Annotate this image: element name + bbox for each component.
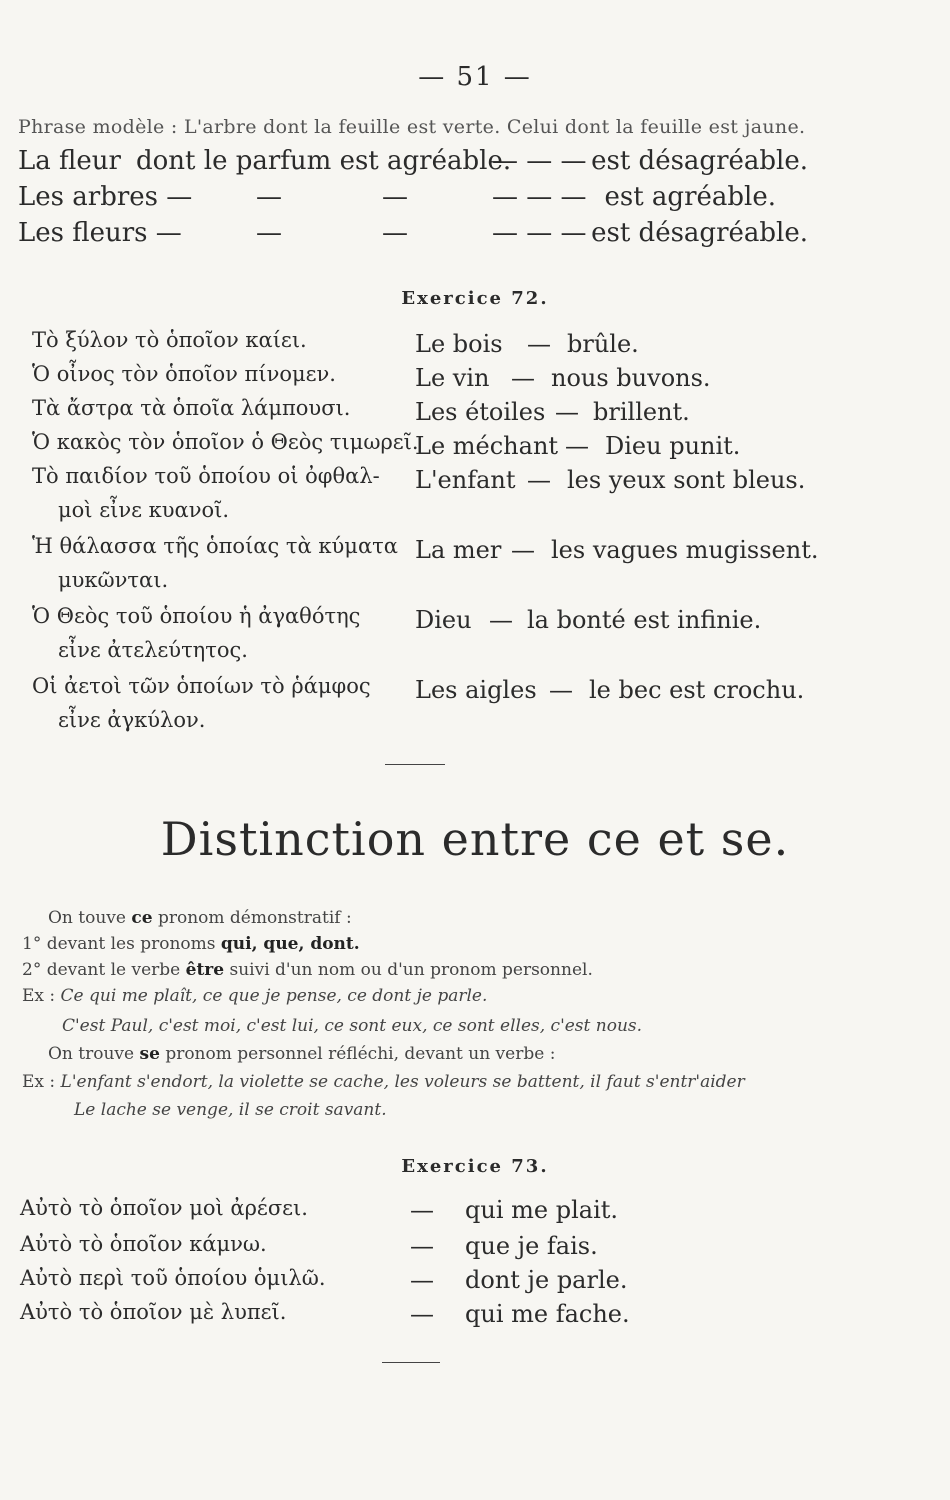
greek-line: Τὰ ἄστρα τὰ ὁποῖα λάμπουσι. (32, 396, 351, 420)
pattern-dash: — (256, 182, 282, 212)
model-sentence (18, 116, 805, 138)
french-predicate: les vagues mugissent. (551, 536, 819, 564)
pattern-subject: Les fleurs — (18, 218, 182, 248)
french-dash: — (511, 536, 535, 564)
rule-text: pronom démonstratif : (157, 908, 352, 928)
pattern-row-3 (18, 218, 808, 250)
pattern-dashes: — — — (492, 146, 587, 176)
greek-line: Ὁ οἶνος τὸν ὁποῖον πίνομεν. (32, 362, 336, 386)
ex73-french: qui me fache. (465, 1300, 630, 1328)
rule-text: suivi d'un nom ou d'un pronom personnel. (229, 960, 593, 980)
rule-text: 2° devant le verbe (22, 960, 181, 980)
ex73-greek: Αὐτὸ περὶ τοῦ ὁποίου ὁμιλῶ. (20, 1266, 326, 1290)
french-line (415, 330, 639, 358)
french-subject: L'enfant (415, 466, 516, 494)
french-dash: — (527, 466, 551, 494)
french-predicate: Dieu punit. (605, 432, 741, 460)
rule-line-2 (22, 934, 360, 954)
french-line (415, 364, 711, 392)
greek-line: Οἱ ἀετοὶ τῶν ὁποίων τὸ ῥάμφος (32, 674, 371, 698)
french-subject: Le vin (415, 364, 490, 392)
section-title: Distinction entre ce et se. (160, 812, 790, 866)
rule-keyword: qui, que, dont. (220, 934, 360, 954)
pattern-end: est agréable. (604, 182, 776, 212)
pattern-dash: — (256, 218, 282, 248)
rule-line-7 (22, 1072, 745, 1092)
ex73-dash: — (410, 1196, 434, 1224)
ex73-french: que je fais. (465, 1232, 598, 1260)
rule-line-8: Le lache se venge, il se croit savant. (74, 1100, 387, 1120)
greek-line: μυκῶνται. (58, 568, 169, 592)
model-label: Phrase modèle : (18, 116, 178, 138)
ex73-greek: Αὐτὸ τὸ ὁποῖον κάμνω. (20, 1232, 267, 1256)
french-predicate: le bec est crochu. (589, 676, 805, 704)
french-predicate: brûle. (567, 330, 639, 358)
rule-text: On touve (48, 908, 126, 928)
greek-line: μοὶ εἶνε κυανοῖ. (58, 498, 230, 522)
french-subject: Les aigles (415, 676, 537, 704)
french-line (415, 606, 762, 634)
french-dash: — (549, 676, 573, 704)
rule-text: On trouve (48, 1044, 135, 1064)
rule-keyword: être (185, 960, 225, 980)
rule-keyword: ce (131, 908, 153, 928)
page-number: — 51 — (418, 62, 532, 92)
ex73-french: dont je parle. (465, 1266, 628, 1294)
french-dash: — (555, 398, 579, 426)
french-subject: Le bois (415, 330, 503, 358)
french-line (415, 536, 819, 564)
rule-line-5: C'est Paul, c'est moi, c'est lui, ce sont eux, ce sont elles, c'est nous. (62, 1016, 643, 1036)
french-dash: — (527, 330, 551, 358)
french-subject: Le méchant (415, 432, 559, 460)
pattern-row-1 (18, 146, 808, 178)
french-line (415, 676, 805, 704)
pattern-end: est désagréable. (591, 218, 808, 248)
rule-example: Ce qui me plaît, ce que je pense, ce dont je parle. (60, 986, 488, 1006)
rule-line-3 (22, 960, 593, 980)
french-subject: Dieu (415, 606, 472, 634)
french-dash: — (511, 364, 535, 392)
pattern-end: est désagréable. (591, 146, 808, 176)
greek-line: Τὸ παιδίον τοῦ ὁποίου οἱ ὀφθαλ- (32, 464, 380, 488)
french-subject: Les étoiles (415, 398, 546, 426)
french-predicate: brillent. (593, 398, 690, 426)
rule-text: 1° devant les pronoms (22, 934, 216, 954)
model-text: L'arbre dont la feuille est verte. Celui dont la feuille est jaune. (183, 116, 806, 138)
pattern-subject: La fleur (18, 146, 121, 176)
greek-line: εἶνε ἀτελεύτητος. (58, 638, 248, 662)
greek-line: Τὸ ξύλον τὸ ὁποῖον καίει. (32, 328, 307, 352)
french-line (415, 466, 806, 494)
ex73-dash: — (410, 1300, 434, 1328)
pattern-clause: dont le parfum est agréable. (136, 146, 512, 176)
exercise-72-title: Exercice 72. (401, 288, 549, 309)
greek-line: εἶνε ἀγκύλον. (58, 708, 206, 732)
pattern-dash: — (382, 218, 408, 248)
rule-line-1 (48, 908, 352, 928)
ex73-dash: — (410, 1266, 434, 1294)
french-line (415, 432, 741, 460)
french-dash: — (489, 606, 513, 634)
divider (385, 764, 445, 765)
rule-example: L'enfant s'endort, la violette se cache, les voleurs se battent, il faut s'entr'aider (60, 1072, 745, 1092)
pattern-dashes: — — — (492, 182, 587, 212)
divider (382, 1362, 440, 1363)
greek-line: Ὁ κακὸς τὸν ὁποῖον ὁ Θεὸς τιμωρεῖ. (32, 430, 419, 454)
ex73-greek: Αὐτὸ τὸ ὁποῖον μοὶ ἀρέσει. (20, 1196, 308, 1220)
french-subject: La mer (415, 536, 502, 564)
exercise-73-title: Exercice 73. (401, 1156, 549, 1177)
french-line (415, 398, 690, 426)
rule-keyword: se (139, 1044, 160, 1064)
french-dash: — (565, 432, 589, 460)
pattern-dash: — (382, 182, 408, 212)
rule-text: pronom personnel réfléchi, devant un verbe : (165, 1044, 556, 1064)
pattern-row-2 (18, 182, 808, 214)
greek-line: Ἡ θάλασσα τῆς ὁποίας τὰ κύματα (32, 534, 398, 558)
rule-line-6 (48, 1044, 555, 1064)
french-predicate: les yeux sont bleus. (567, 466, 806, 494)
french-predicate: la bonté est infinie. (527, 606, 762, 634)
greek-line: Ὁ Θεὸς τοῦ ὁποίου ἡ ἀγαθότης (32, 604, 361, 628)
ex73-greek: Αὐτὸ τὸ ὁποῖον μὲ λυπεῖ. (20, 1300, 287, 1324)
ex73-french: qui me plait. (465, 1196, 619, 1224)
rule-line-4 (22, 986, 487, 1006)
rule-text: Ex : (22, 1072, 56, 1092)
pattern-dashes: — — — (492, 218, 587, 248)
rule-text: Ex : (22, 986, 56, 1006)
pattern-subject: Les arbres — (18, 182, 193, 212)
french-predicate: nous buvons. (551, 364, 711, 392)
ex73-dash: — (410, 1232, 434, 1260)
